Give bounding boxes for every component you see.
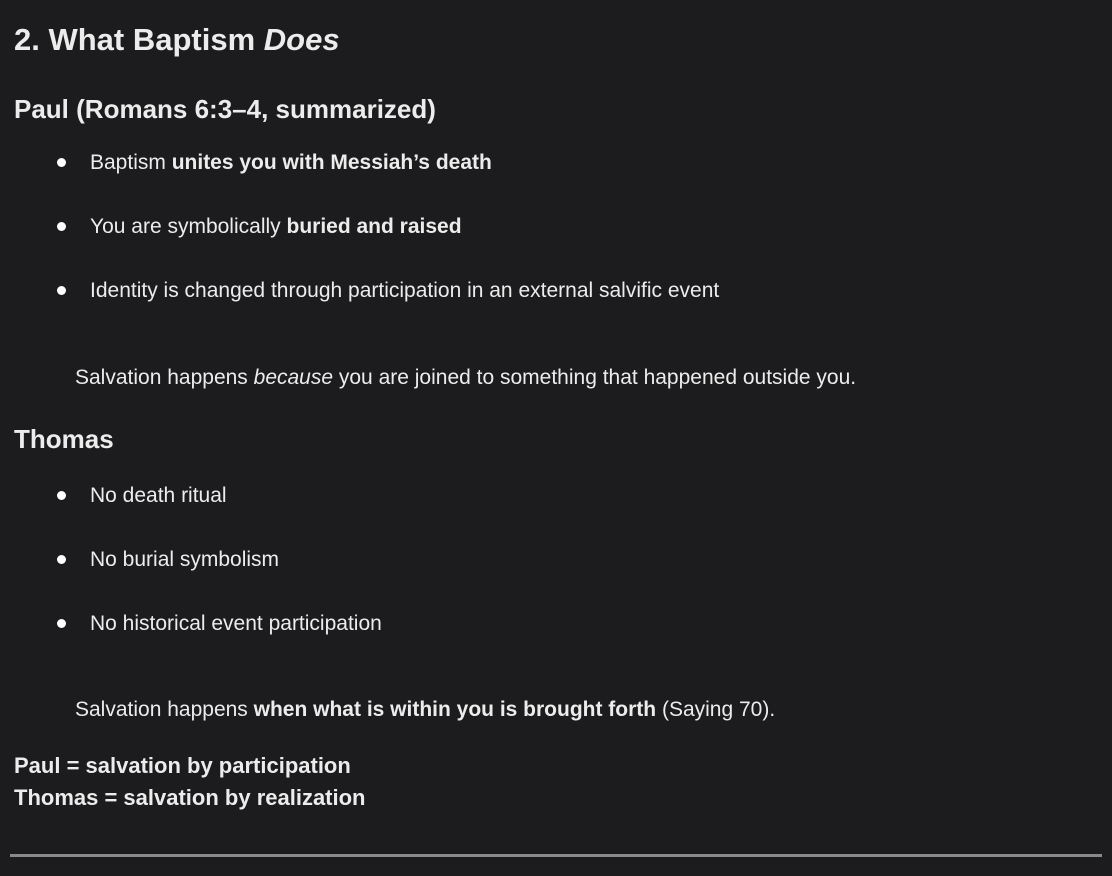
bullet-item (90, 278, 1098, 304)
bullet-text: Identity is changed through participation in an external salvific event (90, 279, 720, 302)
paul-bullet-list (14, 150, 1098, 304)
bullet-icon (57, 491, 66, 500)
bullet-text: No historical event participation (90, 612, 382, 635)
section-title-italic: Does (263, 22, 340, 57)
bullet-icon (57, 158, 66, 167)
bullet-icon (57, 222, 66, 231)
bullet-text: You are symbolically buried and raised (90, 215, 462, 238)
section-title (14, 21, 1098, 59)
bullet-icon (57, 555, 66, 564)
paul-heading: Paul (Romans 6:3–4, summarized) (14, 94, 436, 124)
bullet-icon (57, 619, 66, 628)
bullet-item (90, 483, 1098, 509)
bullet-text: No burial symbolism (90, 548, 280, 571)
bullet-item (90, 150, 1098, 176)
bullet-item (90, 214, 1098, 240)
bullet-item (90, 547, 1098, 573)
section-title-text: 2. What Baptism (14, 22, 264, 57)
bullet-icon (57, 286, 66, 295)
conclusion-line-paul: Paul = salvation by participation (14, 753, 351, 778)
bullet-text: No death ritual (90, 484, 227, 507)
paul-summary: Salvation happens because you are joined to something that happened outside you. (75, 366, 857, 389)
thomas-bullet-list (14, 483, 1098, 637)
conclusion (14, 750, 1098, 814)
bullet-text: Baptism unites you with Messiah’s death (90, 151, 492, 174)
section-divider (10, 854, 1102, 857)
bullet-item (90, 611, 1098, 637)
conclusion-line-thomas: Thomas = salvation by realization (14, 785, 366, 810)
thomas-summary: Salvation happens when what is within you is brought forth (Saying 70). (75, 698, 776, 721)
thomas-heading: Thomas (14, 424, 114, 454)
